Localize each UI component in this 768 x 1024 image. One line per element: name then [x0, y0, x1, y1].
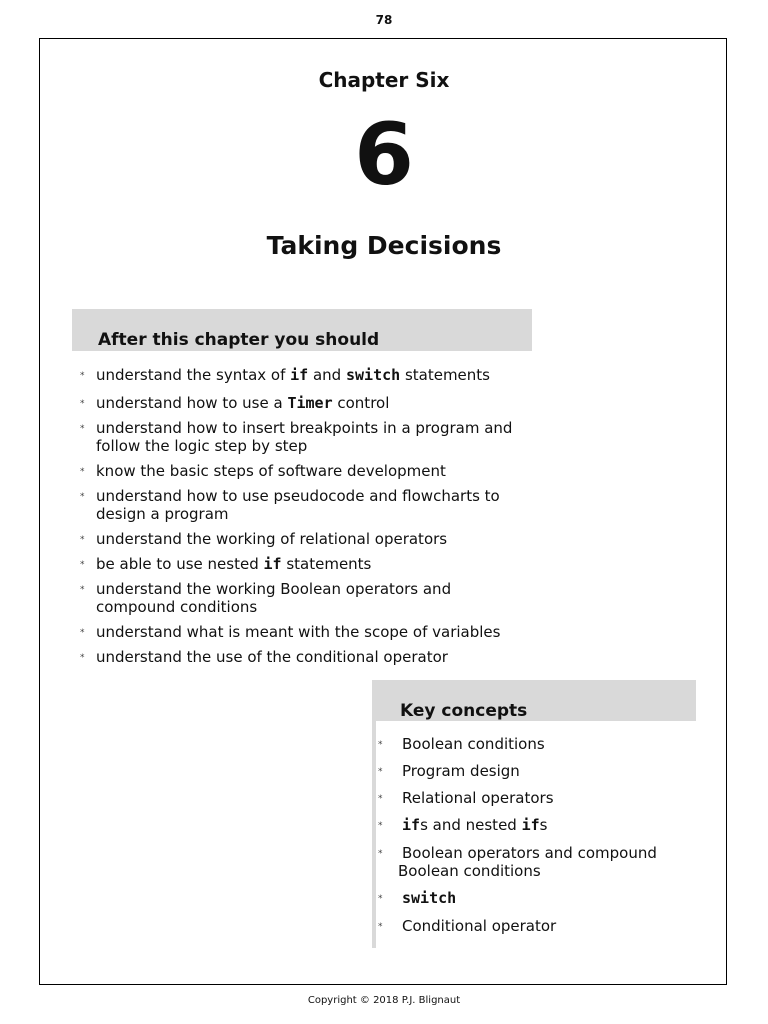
objective-item: * understand how to use pseudocode and flowcharts to design a program [80, 487, 500, 523]
objective-item: * understand the syntax of if and switch statements [80, 366, 490, 384]
objectives-heading: After this chapter you should [98, 330, 380, 350]
objective-item: * understand the working of relational operators [80, 530, 448, 548]
star-bullet-icon: * [80, 424, 85, 434]
chapter-label: Chapter Six [318, 68, 450, 92]
objectives-list [80, 366, 550, 666]
concept-item [378, 889, 688, 907]
star-bullet-icon: * [80, 492, 85, 502]
objectives-header [72, 309, 532, 351]
star-bullet-icon: * [80, 371, 85, 381]
copyright-footer: Copyright © 2018 P.J. Blignaut [307, 995, 461, 1006]
star-bullet-icon: * [378, 821, 383, 831]
star-bullet-icon: * [378, 922, 383, 932]
objective-item: * understand the working Boolean operators and compound conditions [80, 580, 452, 616]
concept-item: * Boolean conditions [378, 735, 545, 753]
objective-item: * know the basic steps of software development [80, 462, 446, 480]
keyword-if: if [521, 816, 540, 834]
keyword-if: if [402, 816, 421, 834]
star-bullet-icon: * [80, 399, 85, 409]
star-bullet-icon: * [80, 628, 85, 638]
star-bullet-icon: * [80, 585, 85, 595]
objective-item: * understand what is meant with the scope of variables [80, 623, 501, 641]
star-bullet-icon: * [378, 894, 383, 904]
key-concepts-list [378, 735, 688, 935]
star-bullet-icon: * [80, 535, 85, 545]
key-concepts-heading: Key concepts [400, 701, 528, 721]
keyword-timer: Timer [287, 394, 333, 412]
keyword-if: if [290, 366, 309, 384]
star-bullet-icon: * [378, 767, 383, 777]
star-bullet-icon: * [378, 794, 383, 804]
chapter-title: Taking Decisions [266, 231, 502, 260]
objective-item: * understand how to insert breakpoints in a program and follow the logic step by step [80, 419, 513, 455]
concept-item: * Conditional operator [378, 917, 557, 935]
keyword-switch: switch [402, 889, 457, 907]
star-bullet-icon: * [80, 653, 85, 663]
page-number: 78 [375, 13, 393, 27]
objective-item: * understand how to use a Timer control [80, 394, 390, 412]
star-bullet-icon: * [80, 467, 85, 477]
star-bullet-icon: * [378, 740, 383, 750]
keyword-if: if [263, 555, 282, 573]
concept-item: * ifs and nested ifs [378, 816, 548, 834]
objective-item: * be able to use nested if statements [80, 555, 372, 573]
star-bullet-icon: * [378, 849, 383, 859]
concept-item: * Relational operators [378, 789, 554, 807]
concept-item: * Boolean operators and compound Boolean conditions [378, 844, 657, 880]
star-bullet-icon: * [80, 560, 85, 570]
concept-item: * Program design [378, 762, 520, 780]
keyword-switch: switch [345, 366, 401, 384]
key-concepts-header [376, 680, 696, 721]
chapter-number: 6 [354, 105, 414, 205]
objective-item: * understand the use of the conditional operator [80, 648, 448, 666]
